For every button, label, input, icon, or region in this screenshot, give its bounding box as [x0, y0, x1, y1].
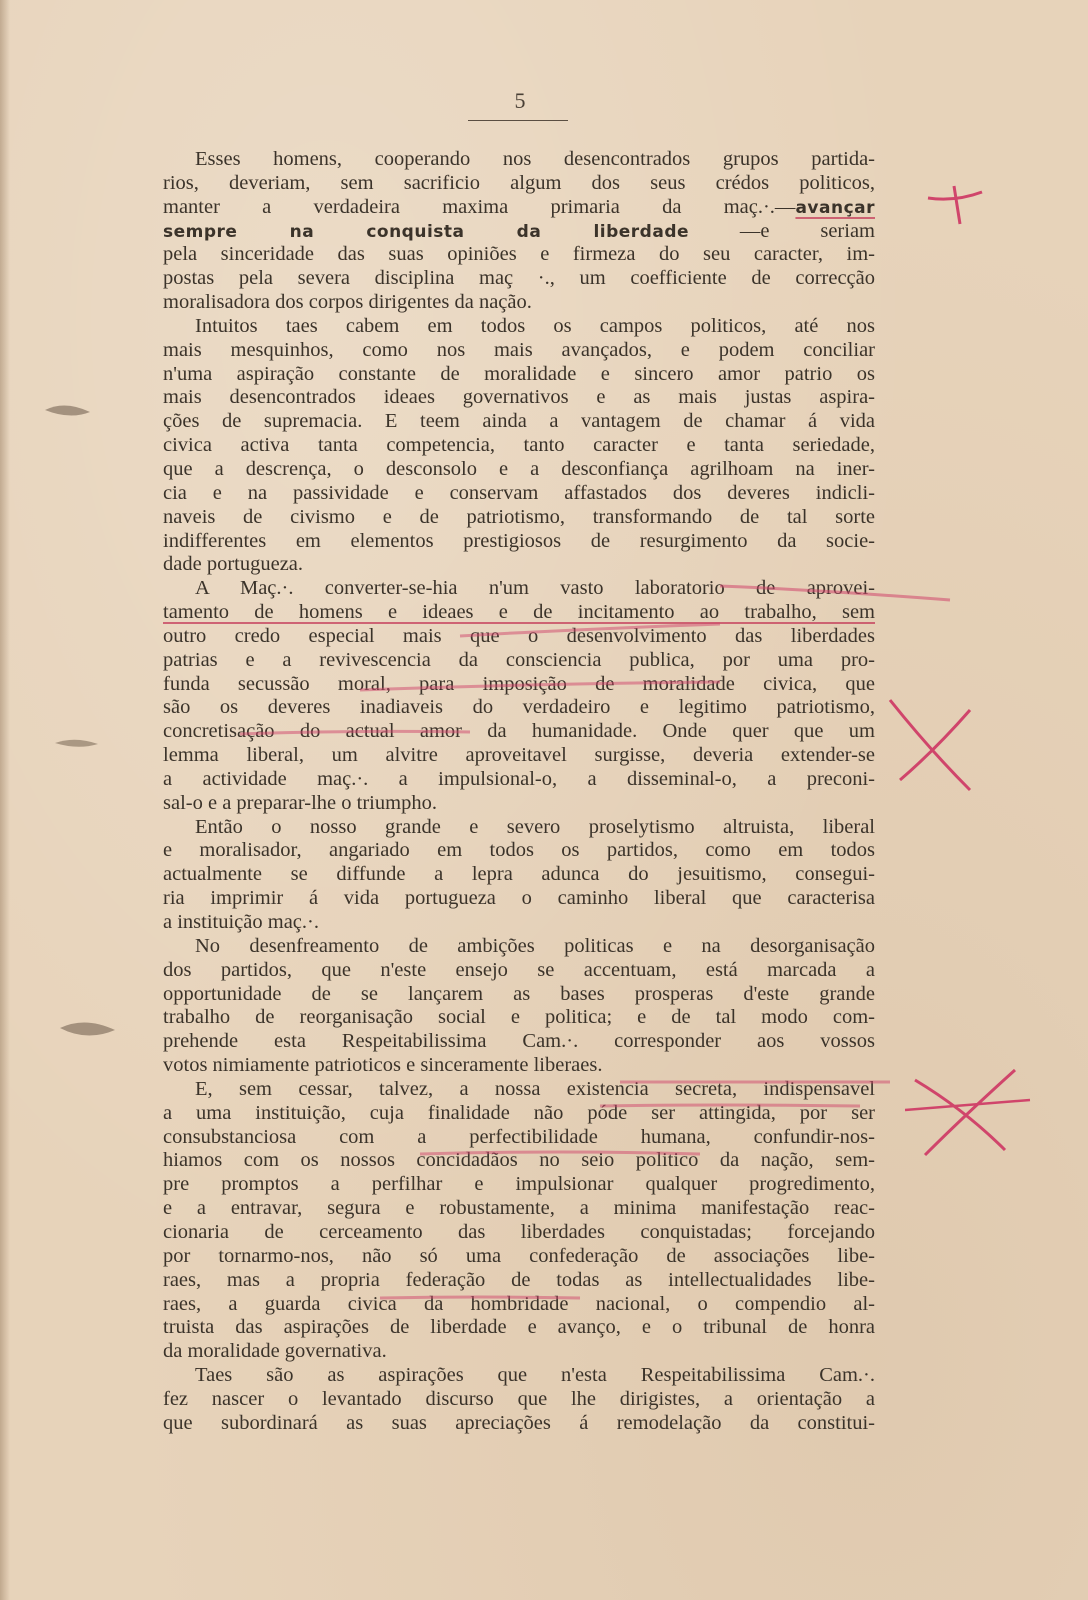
text-line: outro credo especial mais que o desenvolvimento das liberdades — [163, 624, 875, 647]
text-line: por tornarmo-nos, não só uma confederação de associações libe- — [163, 1244, 875, 1267]
emphasis-text: avançar — [795, 197, 875, 218]
text-line: naveis de civismo e de patriotismo, transformando de tal sorte — [163, 505, 875, 528]
text-line: actualmente se diffunde a lepra adunca do jesuitismo, consegui- — [163, 863, 875, 886]
text-line: patrias e a revivescencia da consciencia publica, por uma pro- — [163, 648, 875, 671]
page-number: 5 — [514, 88, 526, 113]
text-line: postas pela severa disciplina maç ·., um coefficiente de correcção — [163, 267, 875, 290]
text-fragment: manter a verdadeira maxima primaria da maç.·.— — [163, 195, 796, 218]
text-line: hiamos com os nossos concidadãos no seio politico da nação, sem- — [163, 1149, 875, 1172]
text-line: moralisadora dos corpos dirigentes da nação. — [163, 291, 532, 314]
body-text — [163, 148, 875, 1436]
text-line: mais mesquinhos, como nos mais avançados, e podem conciliar — [163, 338, 875, 361]
text-line: mais desencontrados ideaes governativos e as mais justas aspira- — [163, 386, 875, 409]
text-line: e moralisador, angariado em todos os partidos, como em todos — [163, 839, 875, 862]
page-number-rule — [468, 120, 568, 121]
text-line: trabalho de reorganisação social e politica; e de tal modo com- — [163, 1006, 875, 1029]
text-line — [163, 196, 875, 220]
text-line: Então o nosso grande e severo proselytismo altruista, liberal — [195, 815, 875, 838]
text-line: ções de supremacia. E teem ainda a vantagem de chamar á vida — [163, 410, 875, 433]
text-line: são os deveres inadiaveis do verdadeiro e legitimo patriotismo, — [163, 696, 875, 719]
text-line — [163, 220, 875, 244]
text-line: sal-o e a preparar-lhe o triumpho. — [163, 791, 437, 814]
text-line: cia e na passividade e conservam affastados dos deveres indicli- — [163, 481, 875, 504]
text-line: truista das aspirações de liberdade e avanço, e o tribunal de honra — [163, 1316, 875, 1339]
text-line: a actividade maç.·. a impulsional-o, a disseminal-o, a preconi- — [163, 767, 875, 790]
ink-stain — [50, 728, 110, 758]
text-line: Esses homens, cooperando nos desencontrados grupos partida- — [195, 148, 875, 170]
text-line: e a entravar, segura e robustamente, a minima manifestação reac- — [163, 1197, 875, 1220]
text-line: a instituição maç.·. — [163, 911, 319, 933]
text-line: votos nimiamente patrioticos e sinceramente liberaes. — [163, 1054, 603, 1077]
text-line: dos partidos, que n'este ensejo se accentuam, está marcada a — [163, 958, 875, 981]
text-line: Taes são as aspirações que n'esta Respeitabilissima Cam.·. — [195, 1364, 875, 1387]
text-line: consubstanciosa com a perfectibilidade humana, confundir-nos- — [163, 1125, 875, 1148]
text-line: n'uma aspiração constante de moralidade e sincero amor patrio os — [163, 362, 875, 385]
emphasis-text: sempre na conquista da liberdade — [163, 221, 690, 242]
margin-cross-mark — [920, 180, 990, 240]
text-line: dade portugueza. — [163, 553, 304, 576]
text-line: pre promptos a perfilhar e impulsionar qualquer progredimento, — [163, 1173, 875, 1196]
text-line: funda secussão moral, para imposição de moralidade civica, que — [163, 672, 875, 695]
text-line: tamento de homens e ideaes e de incitamento ao trabalho, sem — [163, 601, 875, 624]
text-line: opportunidade de se lançarem as bases prosperas d'este grande — [163, 982, 875, 1005]
text-line: E, sem cessar, talvez, a nossa existencia secreta, indispensavel — [195, 1077, 875, 1100]
text-line: pela sinceridade das suas opiniões e firmeza do seu caracter, im- — [163, 243, 875, 266]
text-line: concretisação do actual amor da humanidade. Onde quer que um — [163, 720, 875, 743]
text-fragment: —e seriam — [739, 219, 875, 242]
text-line: que a descrença, o desconsolo e a desconfiança agrilhoam na iner- — [163, 457, 875, 480]
text-line: raes, mas a propria federação de todas as intellectualidades libe- — [163, 1268, 875, 1291]
text-line: No desenfreamento de ambições politicas e na desorganisação — [195, 934, 875, 957]
text-line: cionaria de cerceamento das liberdades conquistadas; forcejando — [163, 1220, 875, 1243]
ink-stain — [55, 1010, 125, 1050]
margin-cross-mark — [880, 690, 990, 810]
text-line: que subordinará as suas apreciações á remodelação da constitui- — [163, 1411, 875, 1434]
text-line: civica activa tanta competencia, tanto caracter e tanta seriedade, — [163, 434, 875, 457]
text-line: raes, a guarda civica da hombridade nacional, o compendio al- — [163, 1292, 875, 1315]
binding-shadow — [0, 0, 10, 1600]
margin-cross-mark — [905, 1060, 1035, 1170]
text-line: A Maç.·. converter-se-hia n'um vasto laboratorio de aprovei- — [195, 577, 875, 600]
text-line: rios, deveriam, sem sacrificio algum dos seus crédos politicos, — [163, 171, 875, 194]
text-line: lemma liberal, um alvitre aproveitavel surgisse, deveria extender-se — [163, 744, 875, 767]
text-line: fez nascer o levantado discurso que lhe dirigistes, a orientação a — [163, 1387, 875, 1410]
ink-stain — [40, 390, 100, 430]
text-line: indifferentes em elementos prestigiosos de resurgimento da socie- — [163, 529, 875, 552]
text-line: prehende esta Respeitabilissima Cam.·. corresponder aos vossos — [163, 1030, 875, 1053]
text-line: a uma instituição, cuja finalidade não póde ser attingida, por ser — [163, 1101, 875, 1124]
text-line: da moralidade governativa. — [163, 1340, 387, 1363]
text-line: ria imprimir á vida portugueza o caminho liberal que caracterisa — [163, 887, 875, 910]
text-line: Intuitos taes cabem em todos os campos politicos, até nos — [195, 314, 875, 337]
